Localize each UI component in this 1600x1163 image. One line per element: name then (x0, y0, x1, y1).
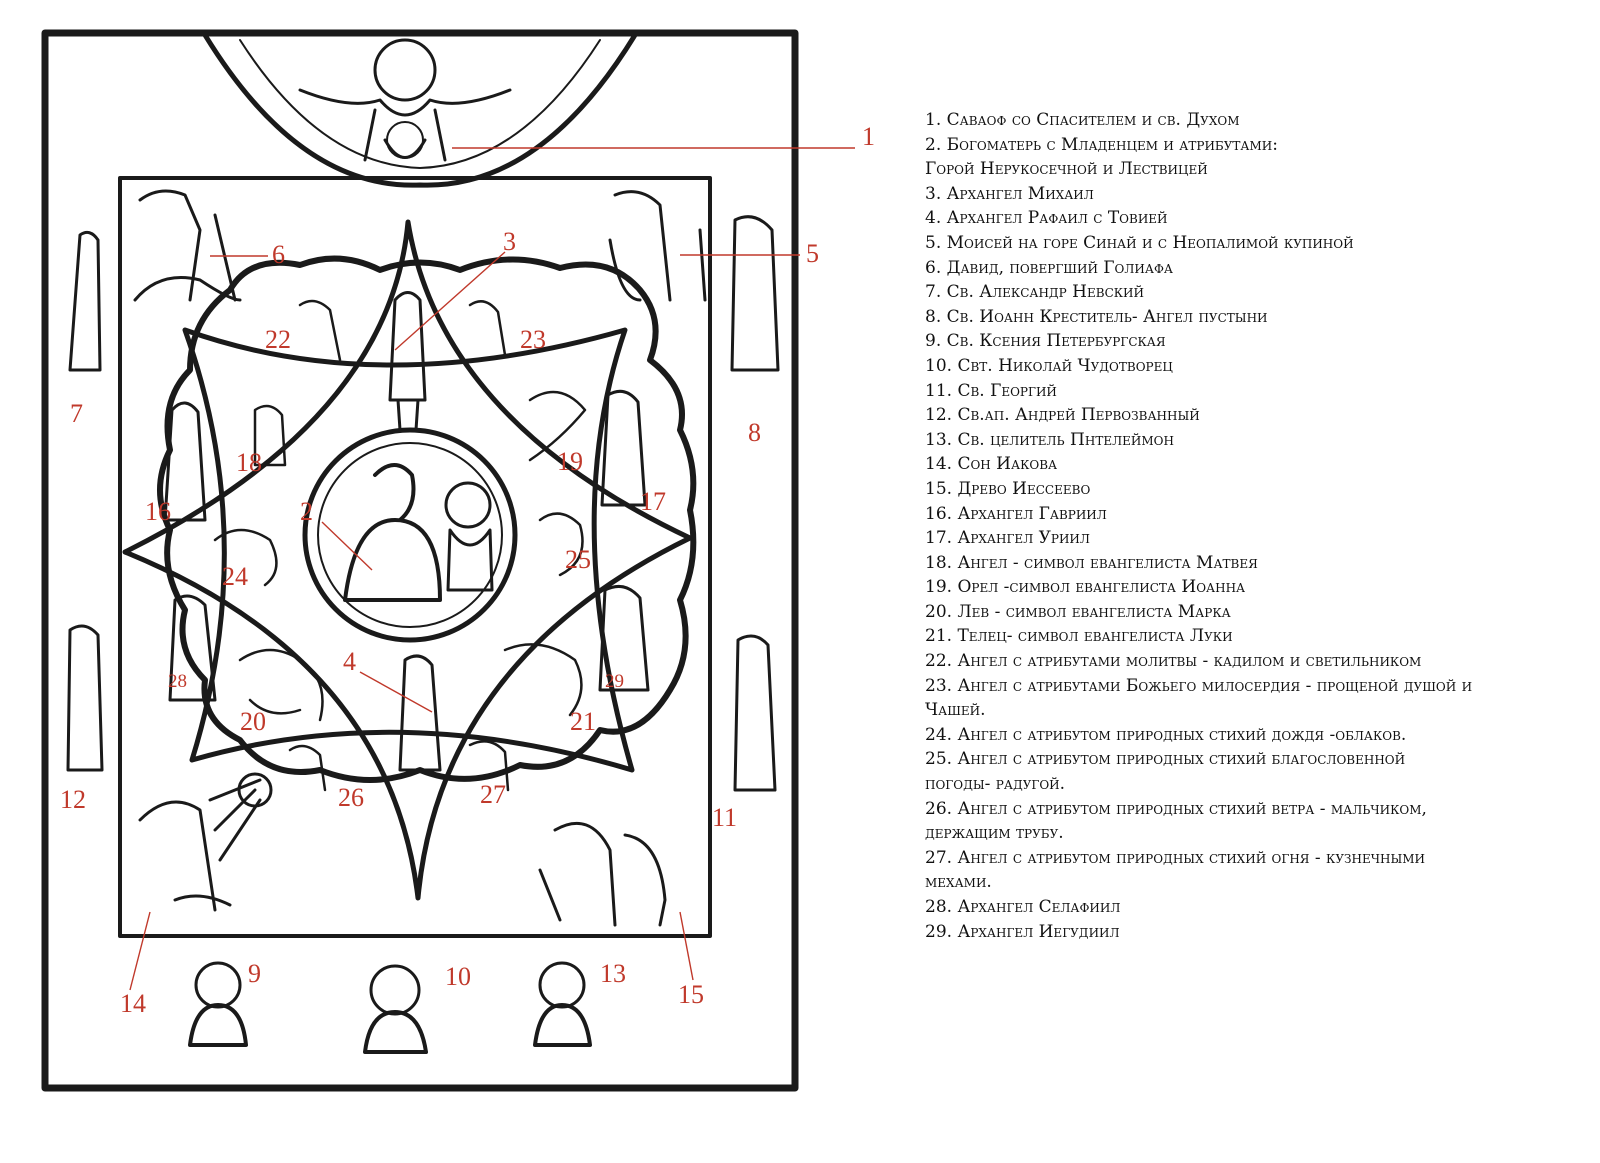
andrew-figure (68, 626, 102, 770)
legend-item: держащим трубу. (925, 823, 1064, 844)
legend-item: 22. Ангел с атрибутами молитвы - кадилом и светильником (925, 651, 1422, 672)
callout-25: 25 (565, 545, 591, 574)
legend-item: Чашей. (925, 700, 986, 721)
star-rhombus-vertical (125, 222, 690, 898)
legend-item: 9. Св. Ксения Петербургская (925, 331, 1166, 352)
gabriel-figure (165, 403, 205, 520)
legend-item: 12. Св.ап. Андрей Первозванный (925, 405, 1200, 426)
nicholas-halo (371, 966, 419, 1014)
sabaoth-halo (375, 40, 435, 100)
legend-item: 6. Давид, повергший Голиафа (925, 257, 1174, 278)
uriel-figure (602, 391, 645, 505)
legend-item: 8. Св. Иоанн Креститель- Ангел пустыни (925, 306, 1268, 327)
xenia-figure (190, 1005, 246, 1045)
callout-29: 29 (605, 671, 624, 692)
nicholas-figure (365, 1012, 426, 1052)
legend-item: 21. Телец- символ евангелиста Луки (925, 626, 1233, 647)
callout-22: 22 (265, 325, 291, 354)
callout-23: 23 (520, 325, 546, 354)
callout-27: 27 (480, 780, 506, 809)
xenia-halo (196, 963, 240, 1007)
legend-item: 25. Ангел с атрибутом природных стихий благословенной (925, 749, 1406, 770)
legend-item: 1. Саваоф со Спасителем и св. Духом (925, 110, 1240, 130)
legend-item: 29. Архангел Иегудиил (925, 921, 1120, 942)
leader-4 (360, 672, 432, 712)
legend-item: 24. Ангел с атрибутом природных стихий дождя -облаков. (925, 724, 1407, 745)
leader-2 (322, 522, 372, 570)
child-halo (446, 483, 490, 527)
legend-item: погоды- радугой. (925, 774, 1066, 795)
callout-19: 19 (557, 447, 583, 476)
callout-12: 12 (60, 785, 86, 814)
callout-4: 4 (343, 647, 356, 676)
legend-item: 20. Лев - символ евангелиста Марка (925, 601, 1231, 622)
legend-item: мехами. (925, 872, 992, 893)
callout-26: 26 (338, 783, 364, 812)
callout-13: 13 (600, 959, 626, 988)
callout-2: 2 (300, 497, 313, 526)
legend-item: 10. Свт. Николай Чудотворец (925, 355, 1173, 376)
callout-1: 1 (862, 122, 875, 151)
baptist-figure (732, 217, 778, 370)
angel-22 (300, 301, 340, 360)
legend-item: 2. Богоматерь с Младенцем и атрибутами: (925, 134, 1278, 155)
inner-panel (120, 178, 710, 936)
legend-item: 23. Ангел с атрибутами Божьего милосердия - прощеной душой и (925, 675, 1473, 696)
legend-item: Горой Нерукосечной и Лествицей (925, 159, 1208, 180)
callout-6: 6 (272, 240, 285, 269)
callout-3: 3 (503, 227, 516, 256)
leader-15a (680, 912, 693, 980)
legend-item: 18. Ангел - символ евангелиста Матвея (925, 552, 1258, 573)
calf-luke (505, 644, 581, 715)
callout-20: 20 (240, 707, 266, 736)
child-figure (448, 530, 492, 590)
callout-16: 16 (145, 497, 171, 526)
legend-item: 16. Архангел Гавриил (925, 503, 1107, 524)
legend-item: 27. Ангел с атрибутом природных стихий огня - кузнечными (925, 847, 1426, 868)
panteleimon-halo (540, 963, 584, 1007)
leader-14a (130, 912, 150, 990)
legend-item: 11. Св. Георгий (925, 380, 1057, 401)
angel-23 (470, 301, 505, 355)
legend-list (925, 108, 1585, 944)
callout-5: 5 (806, 239, 819, 268)
callout-7: 7 (70, 399, 83, 428)
legend-item: 3. Архангел Михаил (925, 183, 1094, 204)
michael-figure (390, 293, 425, 431)
legend-item: 7. Св. Александр Невский (925, 282, 1144, 303)
scene-moses (610, 192, 705, 300)
callout-15: 15 (678, 980, 704, 1009)
panteleimon-figure (535, 1005, 590, 1045)
legend-item: 26. Ангел с атрибутом природных стихий ветра - мальчиком, (925, 798, 1427, 819)
nevsky-figure (70, 232, 100, 370)
callout-8: 8 (748, 418, 761, 447)
legend-item: 17. Архангел Уриил (925, 528, 1090, 549)
callout-24: 24 (222, 562, 248, 591)
george-figure (735, 636, 775, 790)
scene-david (135, 191, 240, 300)
legend-item: 4. Архангел Рафаил с Товией (925, 208, 1168, 229)
callout-21: 21 (570, 707, 596, 736)
scene-jesse-tree (540, 823, 665, 925)
callout-9: 9 (248, 959, 261, 988)
theotokos-figure (345, 465, 440, 600)
raphael-figure (400, 656, 440, 770)
callout-17: 17 (640, 487, 666, 516)
legend-item: 28. Архангел Селафиил (925, 897, 1121, 917)
legend-item: 5. Моисей на горе Синай и с Неопалимой купиной (925, 232, 1354, 253)
legend-item: 15. Древо Иессеево (925, 478, 1091, 499)
legend-item: 13. Св. целитель Пнтелеймон (925, 429, 1174, 450)
callout-18: 18 (236, 448, 262, 477)
callout-28: 28 (168, 671, 187, 692)
callout-14: 14 (120, 989, 146, 1018)
savior-medallion (387, 122, 423, 158)
legend-item: 14. Сон Иакова (925, 454, 1058, 475)
callout-11: 11 (712, 803, 738, 832)
legend-item: 19. Орел -символ евангелиста Иоанна (925, 577, 1246, 598)
callout-10: 10 (445, 962, 471, 991)
